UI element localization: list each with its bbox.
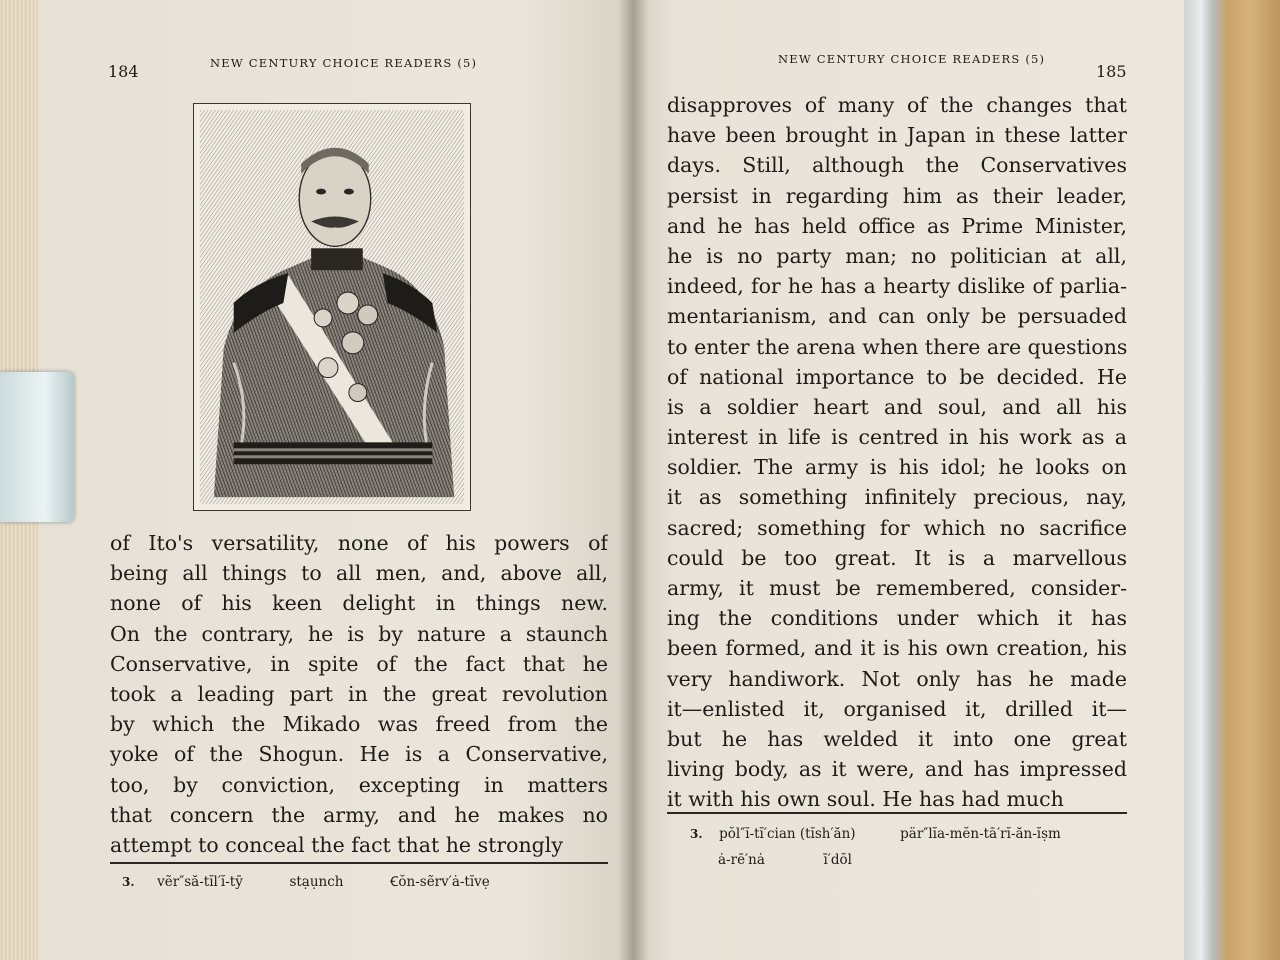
footnote-rule xyxy=(667,812,1127,814)
footnote-number: 3. xyxy=(690,827,703,841)
text-line: being all things to all men, and, above all, xyxy=(110,561,608,586)
text-line: too, by conviction, excepting in matters xyxy=(110,772,608,797)
text-line: been formed, and it is his own creation, his xyxy=(667,636,1127,661)
text-line: he is no party man; no politician at all, xyxy=(667,243,1127,268)
text-line: ing the conditions under which it has xyxy=(667,606,1127,631)
footnote-number: 3. xyxy=(122,875,135,889)
left-page-text xyxy=(110,528,608,860)
text-line: and he has held office as Prime Minister, xyxy=(667,213,1127,238)
text-line: sacred; something for which no sacrifice xyxy=(667,515,1127,540)
glass-page-holder xyxy=(0,372,74,522)
footnote-word: stạụnch xyxy=(289,874,344,890)
page-number: 184 xyxy=(108,62,139,81)
right-page xyxy=(632,0,1184,960)
footnote xyxy=(718,852,852,868)
text-line: interest in life is centred in his work as a xyxy=(667,425,1127,450)
text-line: by which the Mikado was freed from the xyxy=(110,712,608,737)
page-number: 185 xyxy=(1096,62,1127,81)
text-line: soldier. The army is his idol; he looks on xyxy=(667,455,1127,480)
text-line: persist in regarding him as their leader, xyxy=(667,183,1127,208)
text-line: it—enlisted it, organised it, drilled it— xyxy=(667,696,1127,721)
text-line: could be too great. It is a marvellous xyxy=(667,545,1127,570)
text-line: to enter the arena when there are questions xyxy=(667,334,1127,359)
footnote-rule xyxy=(110,862,608,864)
text-line: that concern the army, and he makes no xyxy=(110,802,608,827)
running-head: NEW CENTURY CHOICE READERS (5) xyxy=(778,52,1046,66)
text-line: living body, as it were, and has impressed xyxy=(667,757,1127,782)
text-line: of national importance to be decided. He xyxy=(667,364,1127,389)
text-line: disapproves of many of the changes that xyxy=(667,93,1127,117)
text-line: have been brought in Japan in these latter xyxy=(667,123,1127,148)
text-line: is a soldier heart and soul, and all his xyxy=(667,394,1127,419)
book-cover-edge xyxy=(1184,0,1280,960)
text-line: days. Still, although the Conservatives xyxy=(667,153,1127,178)
text-line: yoke of the Shogun. He is a Conservative, xyxy=(110,742,608,767)
text-line: took a leading part in the great revolution xyxy=(110,681,608,706)
text-line: On the contrary, he is by nature a staunch xyxy=(110,621,608,646)
text-line: it with his own soul. He has had much xyxy=(667,787,1064,812)
text-line: Conservative, in spite of the fact that he xyxy=(110,651,608,676)
right-page-text xyxy=(667,90,1127,815)
text-line: none of his keen delight in things new. xyxy=(110,591,608,616)
text-line: indeed, for he has a hearty dislike of parlia- xyxy=(667,274,1127,299)
text-line: of Ito's versatility, none of his powers of xyxy=(110,531,608,555)
portrait-engraving xyxy=(193,103,471,511)
book-gutter xyxy=(618,0,648,960)
text-line: very handiwork. Not only has he made xyxy=(667,666,1127,691)
text-line: mentarianism, and can only be persuaded xyxy=(667,304,1127,329)
text-line: army, it must be remembered, consider- xyxy=(667,576,1127,600)
portrait-illustration xyxy=(194,104,470,510)
left-page xyxy=(38,0,632,960)
running-head: NEW CENTURY CHOICE READERS (5) xyxy=(210,56,478,70)
text-line: it as something infinitely precious, nay, xyxy=(667,485,1127,510)
footnote xyxy=(690,826,1061,842)
footnote-word: pŏl″ĭ-tĭ′cian (tĭsh′ăn) xyxy=(719,826,856,842)
footnote-word: ȧ-rē′nȧ xyxy=(718,852,765,868)
footnote-word: ī′dŏl xyxy=(823,852,852,868)
footnote-word: Ꞓŏn-sẽrv′ȧ-tĭvẹ xyxy=(390,874,490,890)
text-line: but he has welded it into one great xyxy=(667,726,1127,751)
footnote-word: vẽr″să-tĭl′ĭ-tȳ xyxy=(157,874,243,890)
footnote-word: pär″lĭa-mĕn-tā′rĭ-ăn-ĭṣm xyxy=(900,826,1061,842)
footnote xyxy=(122,872,490,890)
text-line: attempt to conceal the fact that he strongly xyxy=(110,832,563,857)
